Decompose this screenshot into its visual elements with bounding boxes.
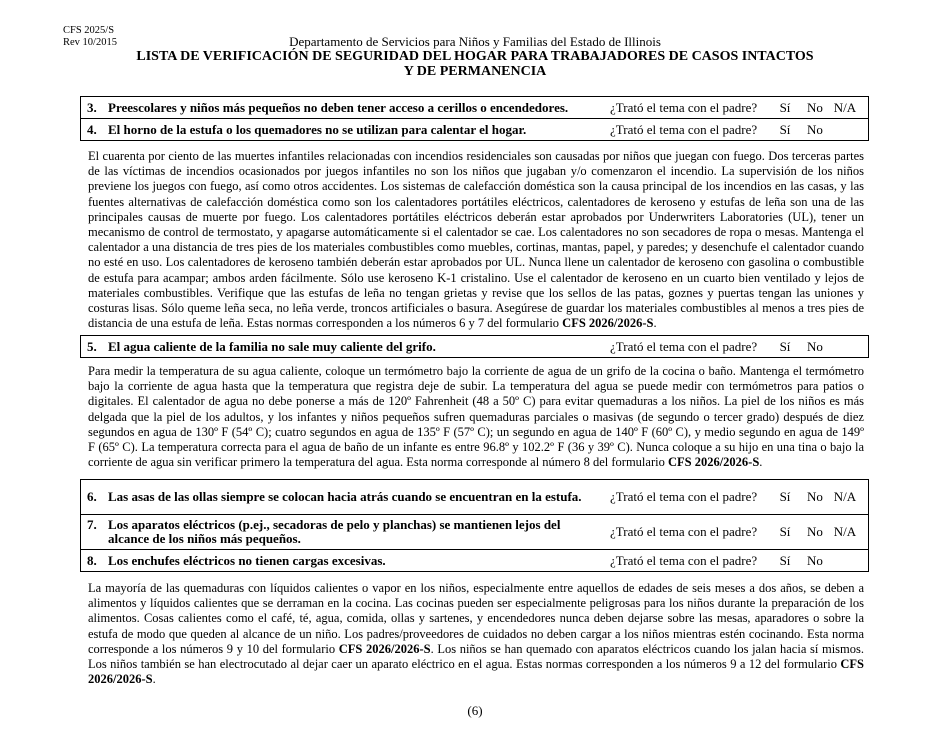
response-cell xyxy=(604,119,869,141)
questions-table-a xyxy=(80,96,869,141)
page-number: (6) xyxy=(467,703,483,718)
no-option[interactable]: No xyxy=(807,552,823,568)
question-number: 8. xyxy=(87,552,97,568)
discussed-label: ¿Trató el tema con el padre? xyxy=(610,99,758,115)
question-text: El agua caliente de la familia no sale muy caliente del grifo. xyxy=(108,338,436,354)
no-option[interactable]: No xyxy=(807,338,823,354)
yes-option[interactable]: Sí xyxy=(779,338,791,354)
discussed-label: ¿Trató el tema con el padre? xyxy=(610,524,758,539)
response-cell xyxy=(604,515,869,550)
no-option[interactable]: No xyxy=(807,489,823,504)
no-option[interactable]: No xyxy=(807,121,823,137)
question-text: Los enchufes eléctricos no tienen cargas excesivas. xyxy=(108,552,386,568)
form-reference: CFS 2026/2026-S xyxy=(88,657,864,687)
question-text-cell xyxy=(81,336,605,358)
question-number: 5. xyxy=(87,338,97,354)
no-option[interactable]: No xyxy=(807,99,823,115)
discussed-label: ¿Trató el tema con el padre? xyxy=(610,338,758,354)
question-number: 4. xyxy=(87,121,97,137)
discussed-label: ¿Trató el tema con el padre? xyxy=(610,552,758,568)
question-text-cell xyxy=(81,119,605,141)
form-reference: CFS 2026/2026-S xyxy=(338,641,431,656)
form-number: CFS 2025/S xyxy=(63,25,115,36)
page-title-line1: LISTA DE VERIFICACIÓN DE SEGURIDAD DEL HOGAR PARA TRABAJADORES DE CASOS INTACTOS xyxy=(136,49,814,64)
yes-option[interactable]: Sí xyxy=(779,489,791,504)
form-revision: Rev 10/2015 xyxy=(63,37,117,48)
yes-option[interactable]: Sí xyxy=(779,524,791,539)
response-cell xyxy=(604,97,869,119)
question-row-8 xyxy=(81,550,869,572)
department-name: Departamento de Servicios para Niños y Familias del Estado de Illinois xyxy=(289,34,661,49)
question-text: El horno de la estufa o los quemadores no se utilizan para calentar el hogar. xyxy=(108,121,527,137)
paragraph-heating-safety: El cuarenta por ciento de las muertes infantiles relacionadas con incendios residenciales son causadas por niños que juegan con fuego. Dos terceras partes de las víctimas de incendios ocasionados por juegos infantiles no son los niños que jugaban y/o comenzaron el incendio. La supervisión de los niños previene los juegos con fuego, así como otros accidentes. Los sistemas de calefacción doméstica son la causa principal de los incendios en las casas, y las fuentes alternativas de calefacción doméstica como son los calentadores portátiles eléctricos, calentadores de keroseno y estufas de leña son una de las principales causas de muerte por fuego. Los calentadores portátiles eléctricos deberán estar aprobados por Underwriters Laboratories (UL), tener un mecanismo de control de termostato, y apagarse automáticamente si el calentador se cae. Los calentadores no son secadores de ropa o mesas. Mantenga el calentador a una distancia de tres pies de los materiales combustibles como muebles, cortinas, mantas, papel, y paredes; y desenchufe el calentador cuando no esté en uso. Los calentadores de keroseno también deberán estar aprobados por UL. Nunca llene un calentador de keroseno con gasolina o combustible de estufa para acampar; ambos arden fácilmente. Sólo use keroseno K-1 cristalino. Use el calentador de keroseno en un cuarto bien ventilado y lejos de materiales combustibles. Verifique que las estufas de leña no tengan grietas y revise que los sellos de las patas, goznes y puertas tengan las uniones y costuras lisas. Sólo queme leña seca, no leña verde, troncos artificiales o basura. Asegúrese de guardar los materiales combustibles al menos a tres pies de distancia de una estufa de leña. Estas normas corresponden a los números 6 y 7 del formulario CFS 2026/2026-S. xyxy=(88,149,864,331)
discussed-label: ¿Trató el tema con el padre? xyxy=(610,489,758,504)
form-reference: CFS 2026/2026-S xyxy=(562,316,654,331)
response-cell xyxy=(604,480,869,515)
yes-option[interactable]: Sí xyxy=(779,99,791,115)
question-text-cell xyxy=(81,97,605,119)
question-number: 6. xyxy=(87,489,97,504)
form-reference: CFS 2026/2026-S xyxy=(667,455,760,470)
page-title-line2: Y DE PERMANENCIA xyxy=(403,64,547,79)
question-row-4 xyxy=(81,119,869,141)
question-row-6 xyxy=(81,480,869,515)
question-text-cell xyxy=(81,515,605,550)
questions-table-c xyxy=(80,479,869,572)
paragraph-burns-kitchen: La mayoría de las quemaduras con líquidos calientes o vapor en los niños, especialmente entre aquellos de edades de seis meses a dos años, se deben a alimentos y líquidos calientes que se derraman en la cocina. Las cocinas pueden ser especialmente peligrosas para los niños durante la preparación de los alimentos. Cosas calientes como el café, té, agua, comida, ollas y sartenes, y encendedores nunca deben dejarse sobre las mesas, aparadores o sobre la estufa de modo que queden al alcance de un niño. Los padres/proveedores de cuidados no deben cargar a los niños mientras estén cocinando. Esta norma corresponde a los números 9 y 10 del formulario CFS 2026/2026-S. Los niños se han quemado con aparatos eléctricos cuando los jalan hacia sí mismos. Los niños también se han electrocutado al dejar caer un aparato eléctrico en el agua. Estas normas corresponden a los números 9 a 12 del formulario CFS 2026/2026-S. xyxy=(88,581,864,687)
question-row-5 xyxy=(81,336,869,358)
response-cell xyxy=(604,336,869,358)
question-text: Preescolares y niños más pequeños no deben tener acceso a cerillos o encendedores. xyxy=(108,99,569,115)
no-option[interactable]: No xyxy=(807,524,823,539)
question-row-3 xyxy=(81,97,869,119)
question-text-cell xyxy=(81,480,605,515)
question-text: Los aparatos eléctricos (p.ej., secadoras de pelo y planchas) se mantienen lejos del alcance de los niños más pequeños. xyxy=(108,517,561,546)
question-row-7 xyxy=(81,515,869,550)
paragraph-water-temperature: Para medir la temperatura de su agua caliente, coloque un termómetro bajo la corriente de agua de un grifo de la cocina o baño. Mantenga el termómetro bajo la corriente de agua hasta que la temperatura que registra deje de subir. La temperatura del agua se puede medir con termómetros para patios o digitales. El calentador de agua no debe ponerse a más de 120º Fahrenheit (48 a 50º C) para evitar quemaduras a los niños. La piel de los niños es más delgada que la piel de los adultos, y los infantes y niños pequeños sufren quemaduras parciales o masivas (de segundo o tercer grado) después de diez segundos en agua de 130º F (54º C); cuatro segundos en agua de 135º F (57º C); un segundo en agua de 140º F (60º C), y medio segundo en agua de 149º F (65º C). La temperatura correcta para el agua de baño de un infante es entre 96.8º y 102.2º F (36 y 39º C). Nunca coloque a su hijo en una tina o bajo la corriente de agua sin verificar primero la temperatura del agua. Esta norma corresponde al número 8 del formulario CFS 2026/2026-S. xyxy=(88,364,864,470)
na-option[interactable]: N/A xyxy=(833,489,857,504)
question-text-cell xyxy=(81,550,605,572)
question-number: 3. xyxy=(87,99,97,115)
page-header xyxy=(80,34,870,79)
response-cell xyxy=(604,550,869,572)
yes-option[interactable]: Sí xyxy=(779,552,791,568)
question-text: Las asas de las ollas siempre se colocan hacia atrás cuando se encuentran en la estufa. xyxy=(108,489,582,504)
question-number: 7. xyxy=(87,517,97,532)
yes-option[interactable]: Sí xyxy=(779,121,791,137)
discussed-label: ¿Trató el tema con el padre? xyxy=(610,121,758,137)
questions-table-b xyxy=(80,335,869,358)
na-option[interactable]: N/A xyxy=(833,99,857,115)
na-option[interactable]: N/A xyxy=(833,524,857,539)
